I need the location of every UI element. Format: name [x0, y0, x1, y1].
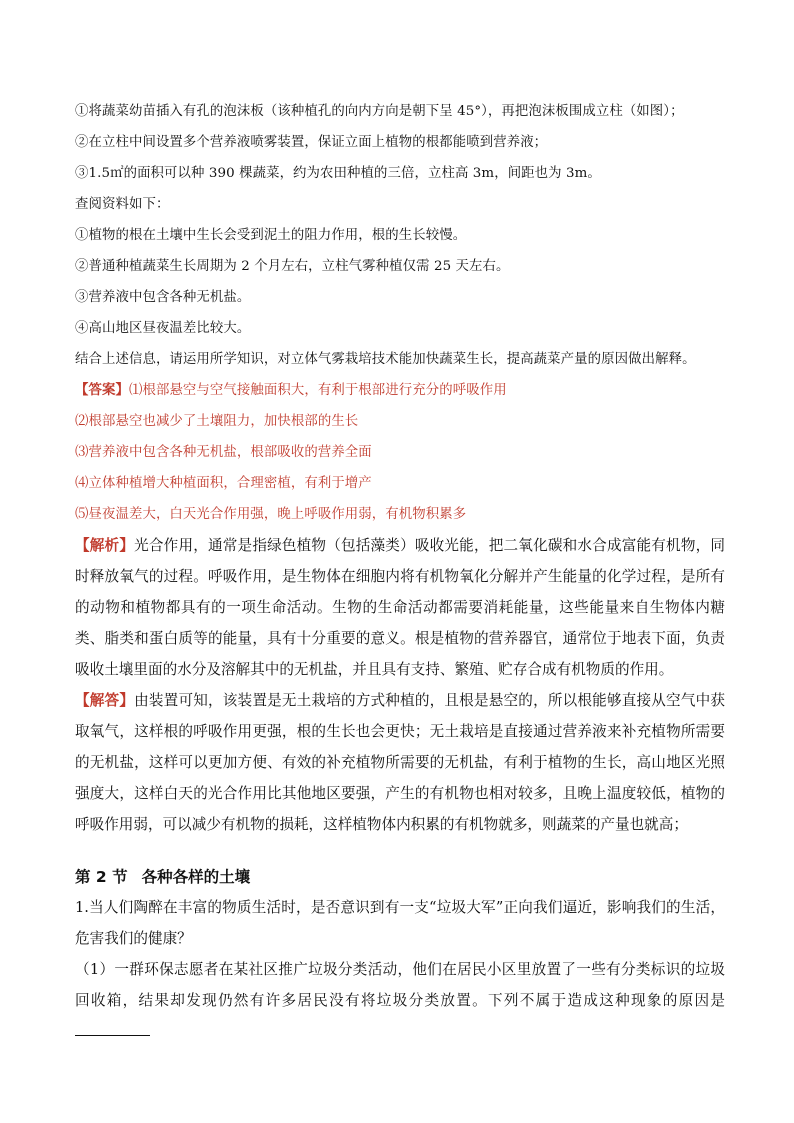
solution-paragraph: [75, 685, 725, 840]
section-title: 各种各样的土壤: [141, 868, 251, 886]
document-page: [75, 96, 725, 1047]
fact-2: ②普通种植蔬菜生长周期为 2 个月左右，立柱气雾种植仅需 25 天左右。: [75, 259, 510, 274]
q1-part1: [75, 954, 725, 1047]
analysis-text: 光合作用，通常是指绿色植物（包括藻类）吸收光能，把二氧化碳和水合成富能有机物，同时释放氧气的过程。呼吸作用，是生物体在细胞内将有机物氧化分解并产生能量的化学过程，是所有的动物和植物都具有的一项生命活动。生物的生命活动都需要消耗能量，这些能量来自生物体内糖类、脂类和蛋白质等的能量，具有十分重要的意义。根是植物的营养器官，通常位于地表下面，负责吸收土壤里面的水分及溶解其中的无机盐，并且具有支持、繁殖、贮存合成有机物质的作用。: [75, 537, 725, 678]
section-heading: [75, 862, 725, 892]
answer-item-5: ⑸昼夜温差大，白天光合作用强，晚上呼吸作用弱，有机物积累多: [75, 507, 467, 522]
fact-4: ④高山地区昼夜温差比较大。: [75, 321, 251, 336]
lookup-title: 查阅资料如下：: [75, 197, 170, 212]
q1-intro: 1.当人们陶醉在丰富的物质生活时，是否意识到有一支“垃圾大军”正向我们逼近，影响我们的生活，危害我们的健康？: [75, 899, 725, 947]
answer-item-4: ⑷立体种植增大种植面积，合理密植，有利于增产: [75, 476, 372, 491]
fact-3: ③营养液中包含各种无机盐。: [75, 290, 251, 305]
step-3: ③1.5㎡的面积可以种 390 棵蔬菜，约为农田种植的三倍，立柱高 3m，间距也为 3m。: [75, 166, 601, 181]
answer-item-3: ⑶营养液中包含各种无机盐，根部吸收的营养全面: [75, 445, 372, 460]
answer-text: ⑴根部悬空与空气接触面积大，有利于根部进行充分的呼吸作用: [128, 383, 507, 398]
answer-label: 【答案】: [75, 382, 129, 398]
analysis-paragraph: [75, 530, 725, 685]
q1-part1-text: （1）一群环保志愿者在某社区推广垃圾分类活动，他们在居民小区里放置了一些有分类标识的垃圾回收箱，结果却发现仍然有许多居民没有将垃圾分类放置。下列不属于造成这种现象的原因是: [75, 961, 725, 1009]
step-1: ①将蔬菜幼苗插入有孔的泡沫板（该种植孔的向内方向是朝下呈 45°），再把泡沫板围成立柱（如图）；: [75, 104, 684, 119]
section-number: 第 2 节: [75, 868, 128, 886]
answer-item-1: [75, 375, 725, 406]
step-2: ②在立柱中间设置多个营养液喷雾装置，保证立面上植物的根都能喷到营养液；: [75, 135, 548, 150]
answer-blank: [75, 1021, 150, 1036]
question: 结合上述信息，请运用所学知识，对立体气雾栽培技术能加快蔬菜生长，提高蔬菜产量的原因做出解释。: [75, 352, 696, 367]
solution-text: 由装置可知，该装置是无土栽培的方式种植的，且根是悬空的，所以根能够直接从空气中获取氧气，这样根的呼吸作用更强，根的生长也会更快；无土栽培是直接通过营养液来补充植物所需要的无机盐，这样可以更加方便、有效的补充植物所需要的无机盐，有利于植物的生长，高山地区光照强度大，这样白天的光合作用比其他地区要强，产生的有机物也相对较多，且晚上温度较低，植物的呼吸作用弱，可以减少有机物的损耗，这样植物体内积累的有机物就多，则蔬菜的产量也就高；: [75, 692, 725, 833]
fact-1: ①植物的根在土壤中生长会受到泥土的阻力作用，根的生长较慢。: [75, 228, 467, 243]
analysis-label: 【解析】: [75, 537, 135, 554]
solution-label: 【解答】: [75, 692, 135, 709]
answer-item-2: ⑵根部悬空也减少了土壤阻力，加快根部的生长: [75, 414, 359, 429]
